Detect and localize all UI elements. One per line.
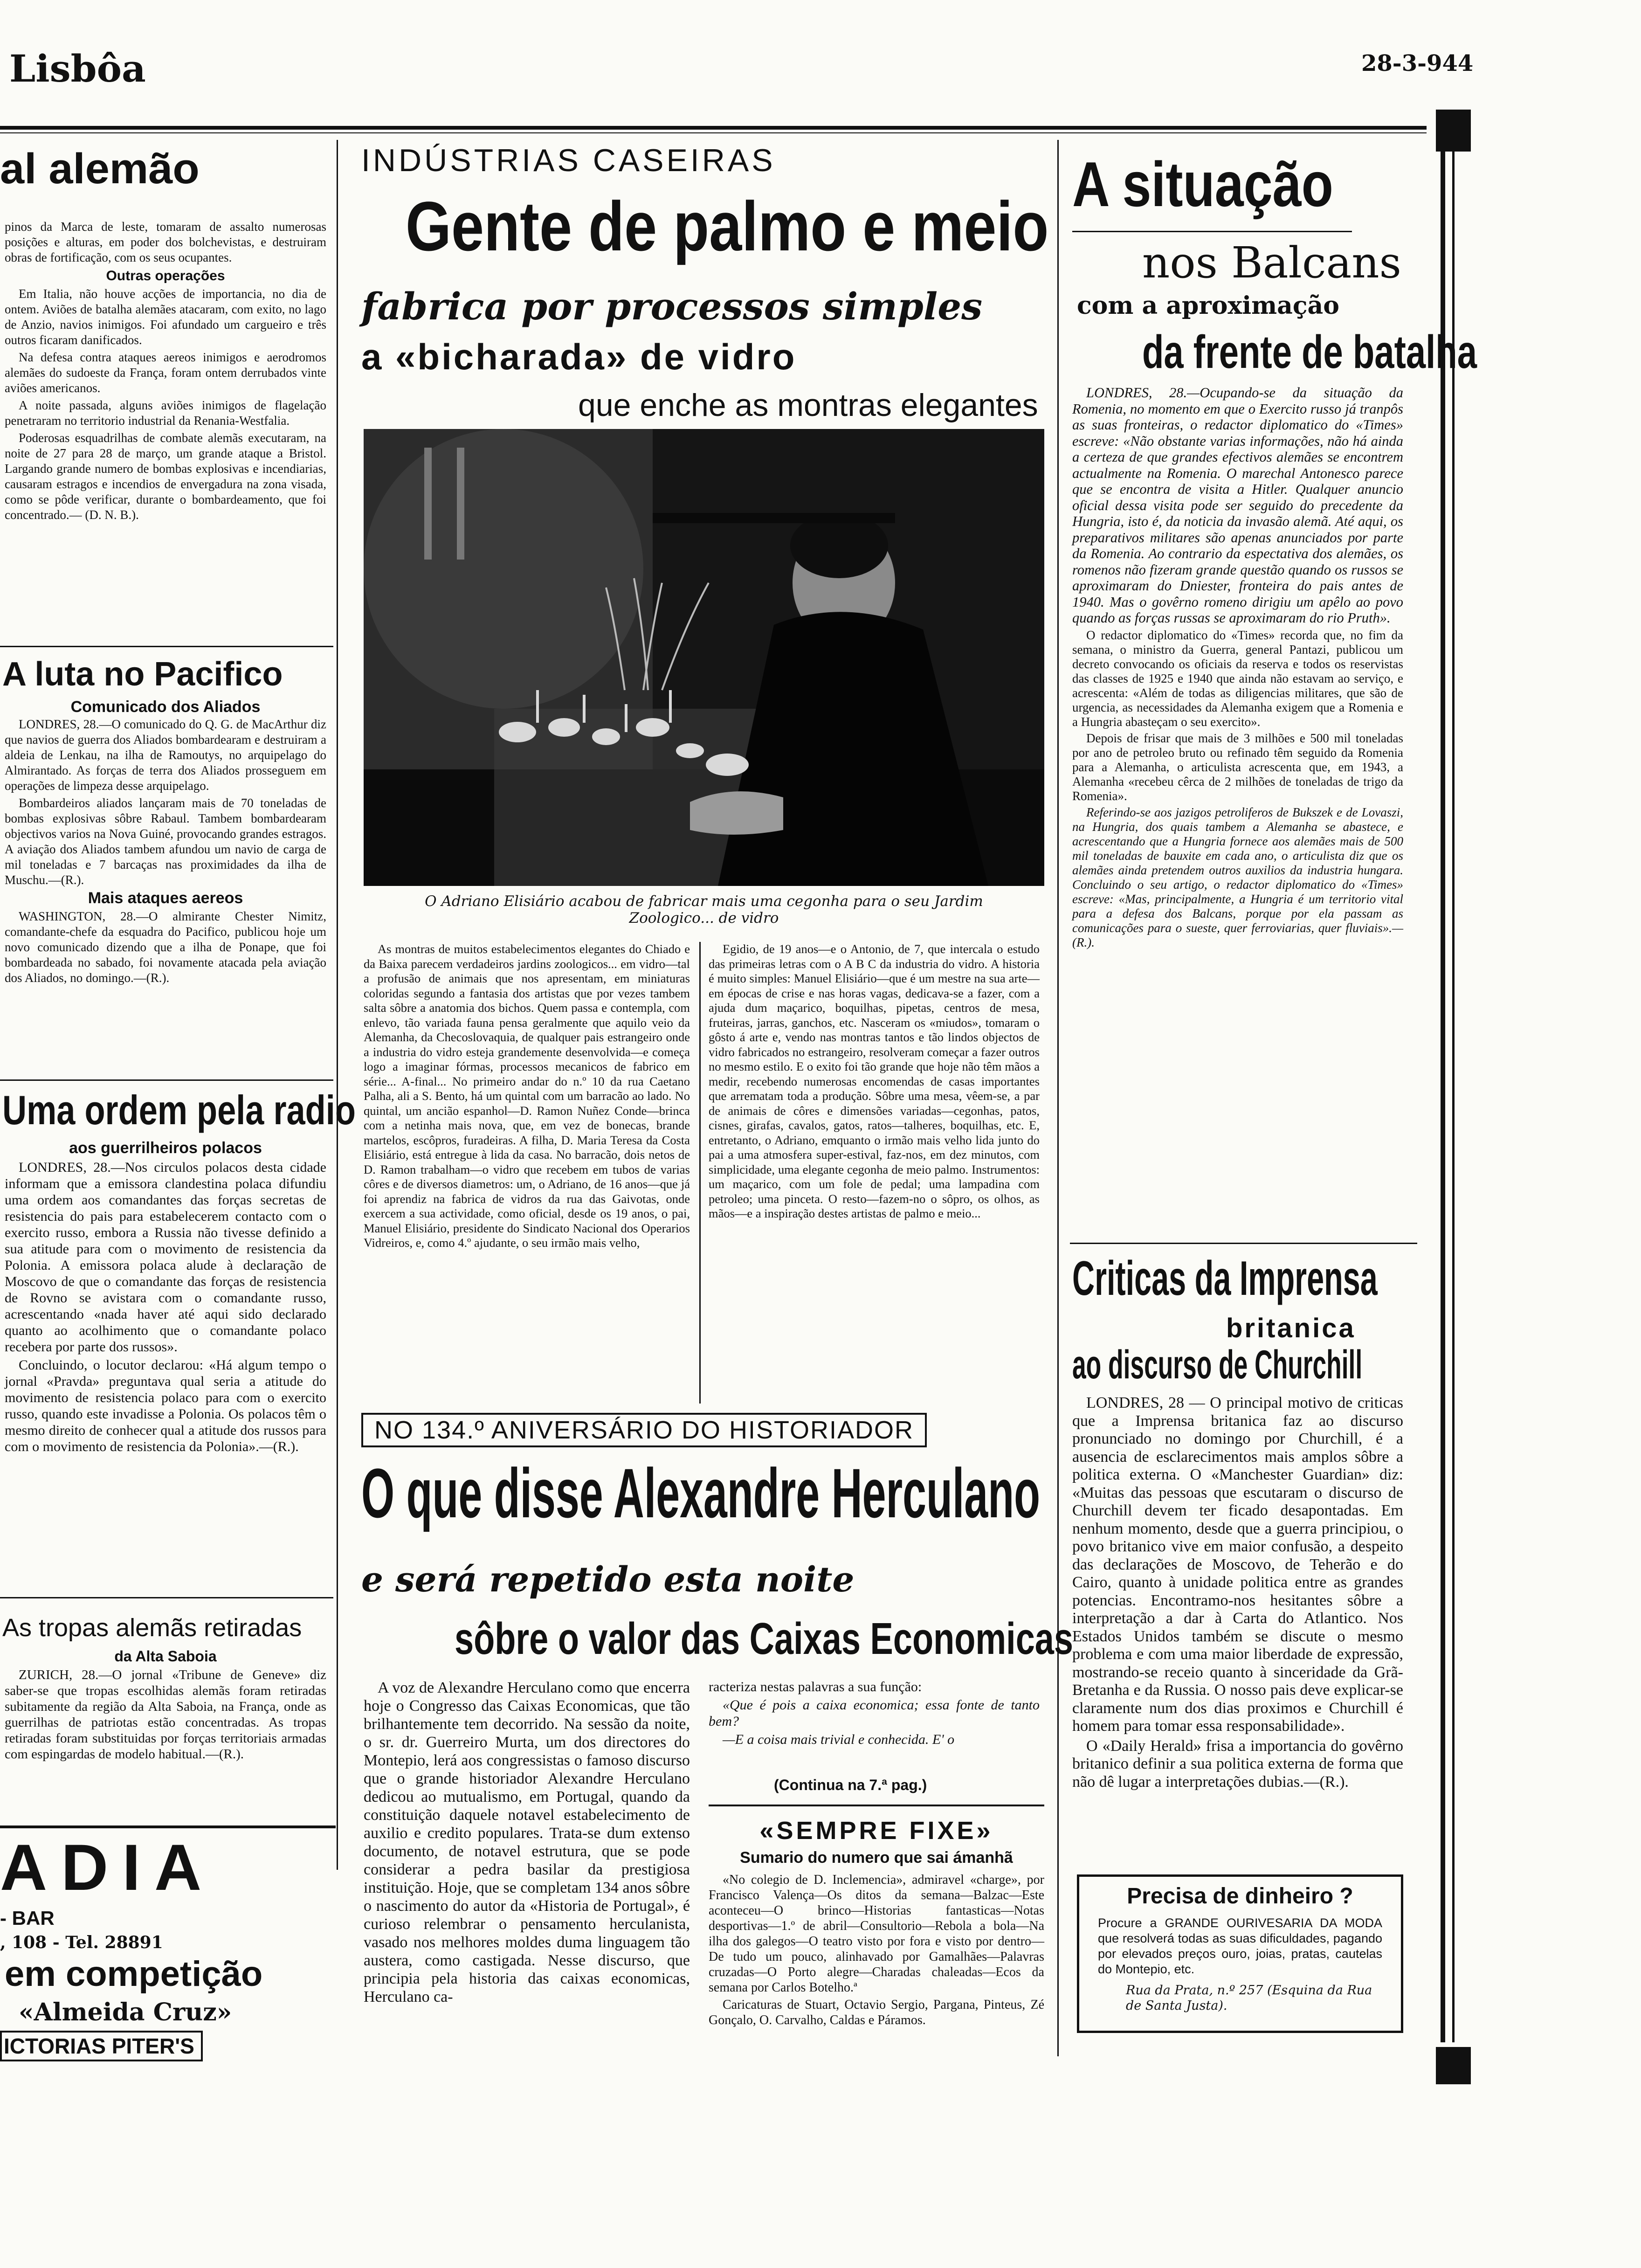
ourivesaria-ad [1077, 1874, 1403, 2033]
pacifico-p1: LONDRES, 28.—O comunicado do Q. G. de MacArthur diz que navios de guerra dos Aliados bombardearam e destruiram a aldeia de Lenkau, na ilha de Ramoutys, no arquipelago do Almirantado. As forças de terra dos Aliados prosseguem em operações de limpeza desse arquipelago. [5, 717, 326, 793]
column-rule-right [1057, 140, 1059, 2056]
saboia-p1: ZURICH, 28.—O jornal «Tribune de Geneve» diz saber-se que tropas escolhidas alemãs foram retiradas subitamente da região da Alta Saboia, na França, onde as guerrilhas de patriotas estão concentradas. As tropas retiradas foram substituidas por forças territoriais armadas com espingardas de modelo habitual.—(R.). [5, 1667, 326, 1762]
ad-name: ADIA [0, 1831, 216, 1904]
header-date: 28-3-944 [1361, 50, 1474, 76]
ad-line3: em competição [5, 1954, 263, 1994]
alemao-p1: Em Italia, não houve acções de importancia, no dia de ontem. Aviões de batalha alemães atacaram, com exito, no lago de Anzio, navios inimigos. Foi afundado um cargueiro e três outros ficaram danificados. [5, 287, 326, 347]
imprensa-article [1072, 1394, 1403, 1793]
glassmaker-illustration [364, 429, 1044, 886]
radio-subhead: aos guerrilheiros polacos [69, 1139, 262, 1157]
ad-line4: «Almeida Cruz» [19, 1998, 232, 2026]
sempre-fixe-text-2: Caricaturas de Stuart, Octavio Sergio, Pargana, Pinteus, Zé Gonçalo, O. Carvalho, Caldas e Páramos. [709, 1998, 1044, 2027]
sempre-fixe-summary [709, 1872, 1044, 2030]
radio-p1: LONDRES, 28.—Nos circulos polacos desta cidade informam que a emissora clandestina polaca difundiu uma ordem aos comandantes das forças secretas de resistencia do pais para estabelecerem contacto com o exercito russo, embora a Russia não tivesse definido a sua atitude para com o movimento de resistencia da Polonia. A emissora polaca alude à declaração de Moscovo de que o comandante das forças de resistencia de Rovno se avistara com o comandante russo, acrescentando «nada haver até aqui sido declarado quanto ao acolhimento que o comandante polaco recebera por parte dos russos». [5, 1160, 326, 1355]
alemao-lead: pinos da Marca de leste, tomaram de assalto numerosas posições e alturas, em poder dos bolchevistas, e destruiram obras de fortificação, com os seus ocupantes. [5, 220, 326, 264]
ad-line5: ICTORIAS PITER'S [0, 2031, 203, 2061]
page-edge-line-thin [1452, 140, 1455, 2042]
header-rule [0, 126, 1427, 130]
ourivesaria-ad-title: Precisa de dinheiro ? [1127, 1884, 1353, 1908]
herculano-continua: (Continua na 7.ª pag.) [774, 1777, 927, 1793]
balcans-article [1072, 385, 1403, 952]
glassmaker-photo [364, 429, 1044, 886]
photo-caption: O Adriano Elisiário acabou de fabricar mais uma cegonha para o seu Jardim Zoologico... de vidro [425, 893, 983, 927]
radio-p2: Concluindo, o locutor declarou: «Há algum tempo o jornal «Pravda» preguntava qual seria a atitude do movimento de resistencia polaco para com o exercito russo, quando este invadisse a Polonia. Os polacos têm o mesmo direito de conhecer qual a atitude dos russos para com o movimento de resistencia da Polonia».—(R.). [5, 1357, 326, 1454]
ad-top-rule [0, 1825, 336, 1828]
saboia-subhead: da Alta Saboia [114, 1648, 217, 1665]
herculano-title: O que disse Alexandre Herculano [361, 1454, 1041, 1532]
separator [0, 1079, 333, 1081]
balcans-p2: O redactor diplomatico do «Times» recorda que, no fim da semana, o ministro da Guerra, general Pantazi, publicou um decreto convocando os oficiais da reserva e todos os reservistas das classes de 1925 e 1940 que ainda não estavam ao serviço, e acrescenta: «Além de todas as diligencias militares, que são de urgencia, as necessidades da Alemanha exigem que a Romenia e a Hungria abasteçam o seu exercito». [1072, 628, 1403, 729]
separator [0, 1597, 333, 1598]
herculano-col2-a: racteriza nestas palavras a sua função: [709, 1679, 922, 1694]
herculano-kicker: NO 134.º ANIVERSÁRIO DO HISTORIADOR [361, 1413, 927, 1447]
balcans-deck-1: com a aproximação [1077, 291, 1339, 320]
herculano-deck-2: sôbre o valor das Caixas Economicas [455, 1614, 1074, 1664]
industrias-deck-1: fabrica por processos simples [361, 284, 983, 328]
page-edge-line-thick [1441, 140, 1445, 2042]
balcans-deck-2: da frente de batalha [1142, 326, 1477, 378]
industrias-kicker: INDÚSTRIAS CASEIRAS [361, 143, 776, 178]
alemao-title: al alemão [0, 145, 200, 193]
herculano-col2-b: «Que é pois a caixa economica; essa fonte de tanto bem? [709, 1697, 1040, 1729]
saboia-article [5, 1648, 326, 1764]
pacifico-subhead: Comunicado dos Aliados [70, 698, 261, 716]
imprensa-title-2: britanica [1226, 1313, 1356, 1343]
industrias-deck-2: a «bicharada» de vidro [361, 336, 797, 377]
industrias-col2: Egidio, de 19 anos—e o Antonio, de 7, que intercala o estudo das primeiras letras com o A B C da industria do vidro. A historia é muito simples: Manuel Elisiário—que é um mestre na sua arte—em épocas de crise e nas horas vagas, dedicava-se a fazer, com a ajuda dum maçarico, boquilhas, pipetas, centros de mesa, fruteiras, jarras, ganchos, etc. Nasceram os «miudos», tomaram o gôsto á arte e, vendo nas montras tantos e tão lindos objectos de vidro fabricados no estrangeiro, resolveram começar a fazer outros no mesmo estilo. E o exito foi tão grande que hoje não têm mãos a medir, recebendo numerosas encomendas de casas importantes que arrematam toda a produção. Sôbre uma mesa, vêem-se, a par de animais de côres e dimensões variadas—cegonhas, patos, cisnes, girafas, cavalos, gatos, ratos—talheres, boquilhas, etc. E, entretanto, o Adriano, emquanto o irmão mais velho lida junto do pai a uma atmosfera super-estival, faz-nos, em dez minutos, com simplicidade, uma elegante cegonha de meio palmo. Instrumentos: um maçarico, com um fole de pedal; uma lampadina com petroleo; uma pinceta. O resto—fazem-no o sôpro, os olhos, as mãos—e a inspiração destes artistas de palmo e meio... [709, 942, 1040, 1220]
pacifico-article [5, 699, 326, 988]
ad-line1: - BAR [0, 1907, 55, 1929]
pacifico-title: A luta no Pacifico [2, 656, 283, 693]
alemao-p3: A noite passada, alguns aviões inimigos de flagelação penetraram no territorio industrial da Renania-Westfalia. [5, 398, 326, 428]
industrias-title: Gente de palmo e meio [406, 187, 1049, 265]
herculano-col2 [709, 1679, 1040, 1749]
imprensa-p2: O «Daily Herald» frisa a importancia do govêrno britanico definir a sua politica externa de forma que não dê lugar a interpretações dubias.—(R.). [1072, 1737, 1403, 1791]
title-underline [1072, 231, 1352, 232]
balcans-p4: Referindo-se aos jazigos petroliferos de Bukszek e de Lovaszi, na Hungria, dos quais tambem a Alemanha se abastece, e acrescentando que a Hungria fornece aos alemães mais de 500 mil toneladas de bauxite em cada ano, o articulista diz que os alemães ainda pretendem outros auxilios da industria hungara. Concluindo o seu artigo, o redactor diplomatico do «Times» escreve: «Mas, principalmente, a Hungria é um territorio vital para a defesa dos Balcans, porque por ela passam as comunicações para o sueste, quer ferroviarias, quer fluviais».—(R.). [1072, 805, 1403, 949]
balcans-title-1: A situação [1072, 149, 1333, 220]
alemao-p2: Na defesa contra ataques aereos inimigos e aerodromos alemães do sudoeste da França, foram ontem derrubados vinte aviões americanos. [5, 350, 326, 395]
header-city: Lisbôa [9, 47, 146, 90]
alemao-article [5, 219, 326, 525]
saboia-title: As tropas alemãs retiradas [2, 1614, 302, 1642]
alemao-subhead: Outras operações [106, 268, 225, 284]
imprensa-p1: LONDRES, 28 — O principal motivo de criticas que a Imprensa britanica faz ao discurso pronunciado no domingo por Churchill, é a ausencia de esclarecimentos mais amplos sôbre a politica externa. O «Manchester Guardian» diz: «Muitas das pessoas que escutaram o discurso de Churchill devem ter ficado desapontadas. Em nenhum momento, desde que a guerra principiou, o povo britanico vive em maior confusão, a despeito das declarações de Moscovo, de Teherão e do Cairo, quanto à unidade politica entre as grandes potencias. Encontramo-nos hesitantes sôbre a interpretação a dar à Carta do Atlantico. Nos Estados Unidos também se discute o mesmo problema e com uma maior liberdade de expressão, mostrando-se receio quanto à sinceridade da Grã-Bretanha e da Russia. O nosso pais deve explicar-se claramente num dos dias proximos e Churchill é homem para tomar essa responsabilidade». [1072, 1394, 1403, 1735]
ourivesaria-ad-text: Procure a GRANDE OURIVESARIA DA MODA que resolverá todas as suas dificuldades, pagando por elevados preços ouro, joias, pratas, cautelas do Montepio, etc. [1098, 1916, 1382, 1976]
herculano-col1: A voz de Alexandre Herculano como que encerra hoje o Congresso das Caixas Economicas, que tão brilhantemente tem decorrido. Na sessão da noite, o sr. dr. Guerreiro Murta, um dos directores do Montepio, lerá aos congressistas o famoso discurso que o grande historiador Alexandre Herculano dedicou ao mutualismo, em Portugal, quando da constituição daquele notavel estabelecimento de auxilio e credito populares. Trata-se dum extenso documento, de notavel estrutura, que se pode considerar a pedra basilar da prestigiosa instituição. Hoje, que se completam 134 anos sôbre o nascimento do autor da «Historia de Portugal», é curioso relembrar o pensamento herculanista, vasado nos melhores moldes duma linguagem tão austera, como castigada. Nesse discurso, que principia pela historia das caixas economicas, Herculano ca- [364, 1679, 690, 2005]
ourivesaria-ad-address: Rua da Prata, n.º 257 (Esquina da Rua de Santa Justa). [1126, 1983, 1372, 2013]
pacifico-p2: Bombardeiros aliados lançaram mais de 70 toneladas de bombas explosivas sôbre Rabaul. Tambem bombardearam objectivos varios na Nova Guiné, provocando grandes estragos. A aviação dos Aliados tambem afundou um navio de carga de mil toneladas e 7 barcaças nas proximidades da ilha de Muschu.—(R.). [5, 796, 326, 887]
radio-article [5, 1140, 326, 1457]
industrias-deck-3: que enche as montras elegantes [578, 387, 1038, 423]
radio-title: Uma ordem pela radio [2, 1087, 356, 1133]
header-rule-2 [0, 132, 1427, 133]
column-rule-left [337, 140, 338, 1870]
imprensa-title-3: ao discurso de Churchill [1072, 1342, 1363, 1387]
ad-line2: , 108 - Tel. 28891 [0, 1933, 163, 1952]
separator [1070, 1243, 1417, 1244]
column-rule-center [699, 942, 701, 1404]
alemao-p4: Poderosas esquadrilhas de combate alemãs executaram, na noite de 27 para 28 de março, um grande ataque a Bristol. Largando grande numero de bombas explosivas e incendiarias, causaram estragos e incendios de envergadura na zona visada, como se pôde verificar, durante o bombardeamento, que foi concentrado.— (D. N. B.). [5, 431, 326, 522]
herculano-col2-c: —E a coisa mais trivial e conhecida. E' o [723, 1732, 955, 1747]
page-edge-bottom-block [1436, 2047, 1471, 2084]
herculano-deck-1: e será repetido esta noite [361, 1560, 855, 1600]
balcans-p1: LONDRES, 28.—Ocupando-se da situação da Romenia, no momento em que o Exercito russo já tranpôs as suas fronteiras, o redactor diplomatico do «Times» escreve: «Não obstante varias informações, não há ainda a certeza de que grandes efectivos alemães se encontrem actualmente na Romenia. O marechal Antonesco parece que se encontra de visita a Hitler. Qualquer anuncio oficial dessa visita pode ser seguido do precedente da Hungria, isto é, da noticia da invasão alemã. Até aqui, os preparativos militares são apenas anunciados por parte da Romenia. Ao contrario da espectativa dos alemães, os romenos não fizeram grande questão quando os russos se aproximaram do Dniester, fronteira do pais antes de 1940. Mas o govêrno romeno dirigiu um apêlo ao povo quando as forças russas se aproximaram do rio Pruth». [1072, 385, 1403, 626]
balcans-title-2: nos Balcans [1142, 238, 1401, 288]
sempre-fixe-subtitle: Sumario do numero que sai ámanhã [740, 1849, 1013, 1867]
pacifico-subhead-2: Mais ataques aereos [88, 889, 243, 907]
industrias-col1: As montras de muitos estabelecimentos elegantes do Chiado e da Baixa parecem verdadeiros jardins zoologicos... em vidro—tal a profusão de animais que nos apresentam, em miniaturas coloridas segundo a fantasia dos artistas que por vezes tambem salta sôbre a anatomia dos bichos. Quem passa e contempla, com enlevo, tão variada fauna pensa geralmente que aquilo veio da Alemanha, da Checoslovaquia, de qualquer pais estrangeiro onde a industria do vidro esteja grandemente desenvolvida—e começa logo a imaginar fórmas, processos mecanicos de fabrico em série... A-final... No primeiro andar do n.º 10 da rua Caetano Palha, ali a S. Bento, há um quintal com um barracão ao lado. No quintal, um ancião espanhol—D. Ramon Nuñez Conde—brinca com a netinha mais nova, que, em vez de bonecas, brande martelos, escôpros, furadeiras. A filha, D. Maria Teresa da Costa Elisiário, está entregue à lida da casa. No barracão, dois netos de D. Ramon trabalham—o vidro que recebem em tubos de varias côres e de diversos diametros: um, o Adriano, de 16 anos—que já foi aprendiz na fabrica de vidros da rua das Gaivotas, onde exercem a sua actividade, como oficial, desde os 19 anos, o pai, Manuel Elisiário, presidente do Sindicato Nacional dos Operarios Vidreiros, e, como 4.º ajudante, o seu irmão mais velho, [364, 942, 690, 1250]
balcans-p3: Depois de frisar que mais de 3 milhões e 500 mil toneladas por ano de petroleo bruto ou refinado têm seguido da Romenia para a Alemanha, o articulista acrescenta que, em 1943, a Alemanha «recebeu cêrca de 2 milhões de toneladas de trigo da Romenia». [1072, 731, 1403, 803]
sempre-fixe-text: «No colegio de D. Inclemencia», admiravel «charge», por Francisco Valença—Os ditos da semana—Balzac—Este aconteceu—O brinco—Historias fantasticas—Notas desportivas—1.º de abril—Consultorio—Rebola a bola—Na ilha dos galegos—O teatro visto por fora e visto por dentro—De tudo um pouco, alinhavado por Gamalhães—Palavras cruzadas—O Porto alegre—Charadas chaleadas—Ecos da semana por Carlos Botelho.ª [709, 1873, 1044, 1995]
imprensa-title-1: Criticas da Imprensa [1072, 1252, 1378, 1306]
separator [0, 646, 333, 647]
separator [709, 1805, 1044, 1806]
sempre-fixe-title: «SEMPRE FIXE» [759, 1817, 993, 1845]
pacifico-p3: WASHINGTON, 28.—O almirante Chester Nimitz, comandante-chefe da esquadra do Pacifico, publicou hoje um novo comunicado dizendo que a ilha de Ponape, que foi bombardeada no sabado, foi novamente atacada pela aviação dos Aliados, no domingo.—(R.). [5, 909, 326, 985]
